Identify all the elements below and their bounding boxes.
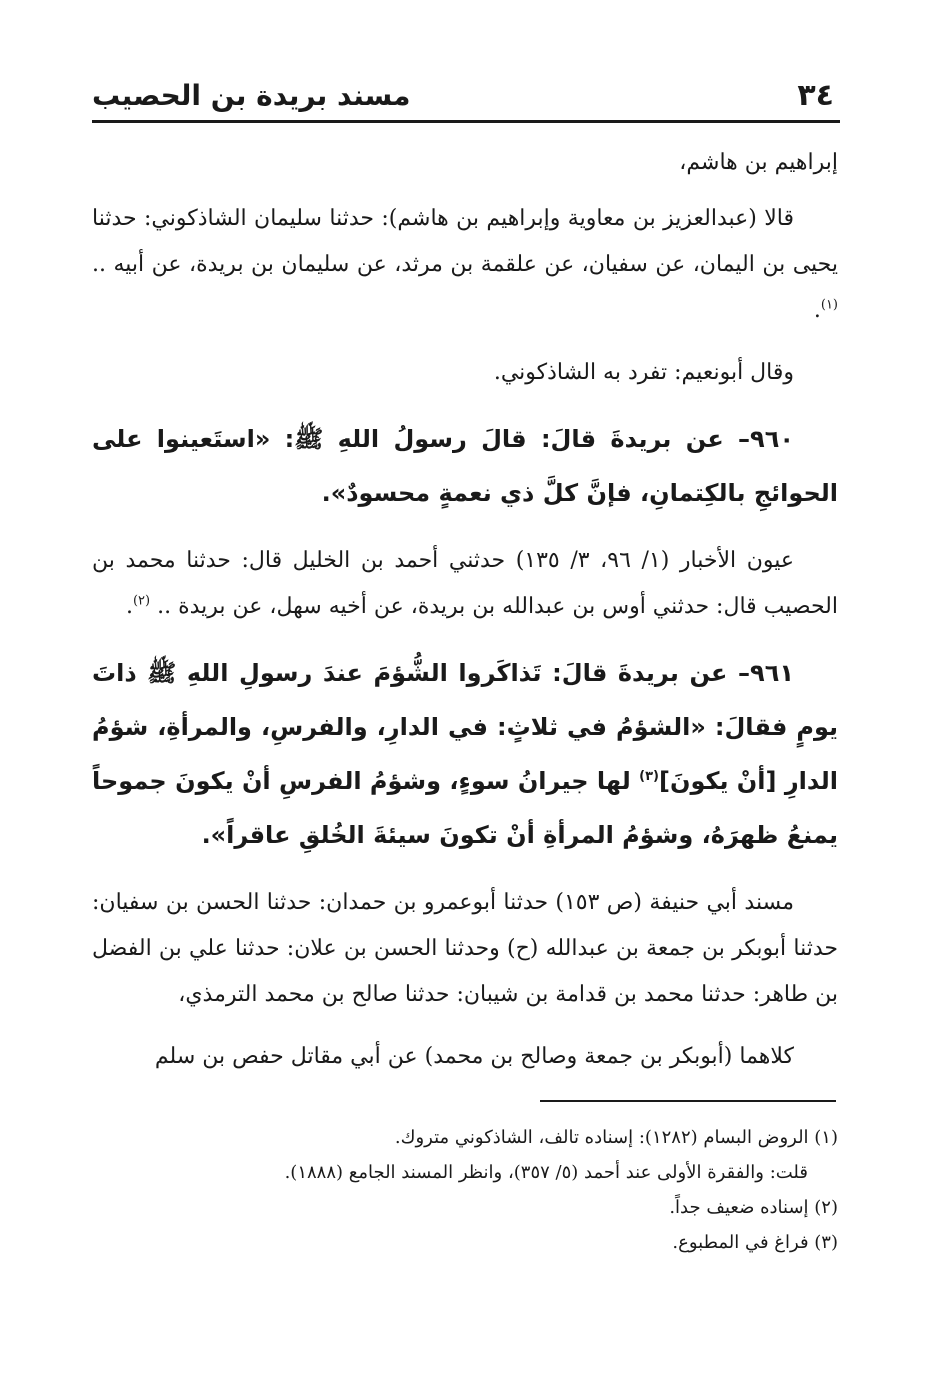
- paragraph-text: عيون الأخبار (١/ ٩٦، ٣/ ١٣٥) حدثني أحمد بن الخليل قال: حدثنا محمد بن الحصيب قال: حدثني أوس بن عبدالله بن بريدة، عن أخيه سهل، عن بريدة ..: [92, 548, 838, 619]
- footnotes: [92, 1120, 838, 1260]
- paragraph-source-960: [92, 538, 838, 630]
- sentence-end: .: [813, 298, 821, 323]
- footnote-ref-3[interactable]: (٣): [639, 769, 659, 784]
- sentence-end: .: [125, 594, 133, 619]
- main-text: [92, 140, 838, 1096]
- page-number: ٣٤: [797, 78, 834, 113]
- footnote-3: (٣) فراغ في المطبوع.: [672, 1232, 838, 1253]
- hadith-text: ٩٦١– عن بريدةَ قالَ: تَذاكَروا الشُّؤمَ عندَ رسولِ اللهِ ﷺ ذاتَ يومٍ فقالَ: «الشؤمُ في ثلاثٍ: في الدارِ، والفرسِ، والمرأةِ، شؤمُ الدارِ [أنْ يكونَ]: [92, 659, 838, 795]
- header-rule: [92, 120, 840, 123]
- footnote-ref-1[interactable]: (١): [820, 297, 838, 313]
- hadith-960: ٩٦٠– عن بريدةَ قالَ: قالَ رسولُ اللهِ ﷺ: «استَعينوا على الحوائجِ بالكِتمانِ، فإنَّ كلَّ ذي نعمةٍ محسودٌ».: [92, 425, 838, 507]
- running-title: مسند بريدة بن الحصيب: [92, 79, 411, 112]
- paragraph-continuation: إبراهيم بن هاشم،: [679, 150, 838, 175]
- page-header: [92, 78, 840, 118]
- paragraph-isnad: [92, 196, 838, 334]
- footnote-2: (٢) إسناده ضعيف جداً.: [669, 1197, 838, 1218]
- footnote-1-note: قلت: والفقرة الأولى عند أحمد (٥/ ٣٥٧)، وانظر المسند الجامع (١٨٨٨).: [284, 1162, 808, 1183]
- footnote-ref-2[interactable]: (٢): [132, 593, 151, 609]
- footnote-1: (١) الروض البسام (١٢٨٢): إسناده تالف، الشاذكوني متروك.: [394, 1127, 838, 1148]
- footnote-separator: [540, 1100, 836, 1102]
- hadith-961: [92, 646, 838, 862]
- paragraph-isnad-continued: كلاهما (أبوبكر بن جمعة وصالح بن محمد) عن أبي مقاتل حفص بن سلم: [154, 1044, 794, 1069]
- paragraph-source-961: مسند أبي حنيفة (ص ١٥٣) حدثنا أبوعمرو بن حمدان: حدثنا الحسن بن سفيان: حدثنا أبوبكر بن جمعة بن عبدالله (ح) وحدثنا الحسن بن علان: حدثنا علي بن الفضل بن طاهر: حدثنا محمد بن قدامة بن شيبان: حدثنا صالح بن محمد الترمذي،: [92, 890, 838, 1007]
- paragraph-note: وقال أبونعيم: تفرد به الشاذكوني.: [493, 360, 794, 385]
- paragraph-text: قالا (عبدالعزيز بن معاوية وإبراهيم بن هاشم): حدثنا سليمان الشاذكوني: حدثنا يحيى بن اليمان، عن سفيان، عن علقمة بن مرثد، عن سليمان بن بريدة، عن أبيه ..: [92, 206, 838, 277]
- hadith-text: لها جيرانُ سوءٍ، وشؤمُ الفرسِ أنْ يكونَ جموحاً يمنعُ ظهرَهُ، وشؤمُ المرأةِ أنْ تكونَ سيئةَ الخُلقِ عاقراً».: [91, 767, 838, 849]
